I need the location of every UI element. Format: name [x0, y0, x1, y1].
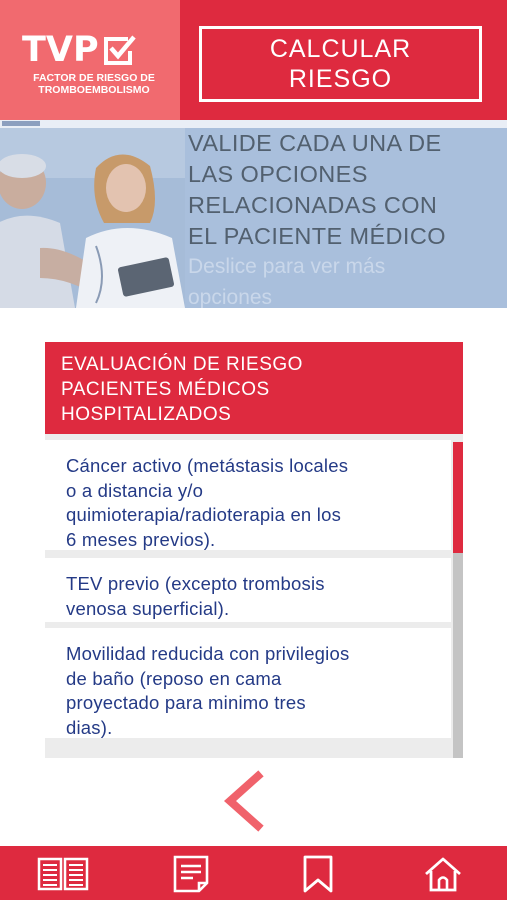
bookmark-icon[interactable] — [298, 855, 338, 893]
calculate-risk-label: CALCULAR — [269, 35, 412, 63]
swipe-hint-line: opciones — [188, 286, 273, 308]
risk-factor-item[interactable] — [45, 440, 451, 550]
checkbox-icon — [102, 33, 136, 67]
instructions-banner — [0, 120, 507, 308]
risk-factor-line: TEV previo (excepto trombosis — [66, 573, 325, 594]
calculate-risk-label: RIESGO — [288, 65, 393, 93]
section-title-line: HOSPITALIZADOS — [61, 404, 232, 425]
scrollbar-thumb[interactable] — [453, 442, 463, 553]
logo-text: TVP — [22, 30, 99, 70]
banner-line: EL PACIENTE MÉDICO — [188, 223, 446, 249]
risk-factor-line: quimioterapia/radioterapia en los — [66, 504, 342, 525]
risk-factor-list[interactable] — [45, 434, 463, 758]
risk-factor-line: 6 meses previos). — [66, 528, 216, 550]
risk-factor-line: venosa superficial). — [66, 597, 230, 619]
banner-strip — [0, 120, 507, 128]
risk-factor-line: Cáncer activo (metástasis locales — [66, 455, 349, 476]
logo-subtitle: FACTOR DE RIESGO DE — [33, 72, 155, 84]
notes-icon[interactable] — [171, 855, 211, 893]
app-header — [0, 0, 507, 120]
app-logo — [0, 0, 180, 120]
swipe-hint-line: Deslice para ver más — [188, 255, 386, 278]
scrollbar[interactable] — [453, 442, 463, 758]
logo-subtitle: TROMBOEMBOLISMO — [38, 84, 150, 96]
banner-line: RELACIONADAS CON — [188, 192, 438, 218]
banner-line: LAS OPCIONES — [188, 161, 368, 187]
risk-factor-line: o a distancia y/o — [66, 479, 204, 501]
banner-tag — [2, 121, 40, 126]
risk-factor-line: Movilidad reducida con privilegios — [66, 643, 350, 664]
book-icon[interactable] — [37, 855, 89, 893]
swipe-hint — [188, 251, 385, 308]
logo-title — [22, 32, 136, 68]
risk-factor-line: proyectado para minimo tres — [66, 692, 306, 713]
banner-instructions — [188, 128, 446, 252]
risk-factor-line: de baño (reposo en cama — [66, 667, 282, 689]
risk-factor-item[interactable] — [45, 628, 451, 738]
bottom-nav — [0, 846, 507, 900]
calculate-risk-button[interactable] — [199, 26, 482, 102]
risk-factor-item[interactable] — [45, 558, 451, 622]
doctor-patient-photo — [0, 128, 185, 308]
home-icon[interactable] — [423, 855, 463, 893]
chevron-left-icon[interactable] — [218, 770, 270, 832]
section-title-line: EVALUACIÓN DE RIESGO — [61, 354, 303, 375]
risk-factor-line: dias). — [66, 716, 113, 738]
section-title — [45, 342, 463, 434]
banner-line: VALIDE CADA UNA DE — [188, 130, 442, 156]
section-title-line: PACIENTES MÉDICOS — [61, 379, 270, 400]
